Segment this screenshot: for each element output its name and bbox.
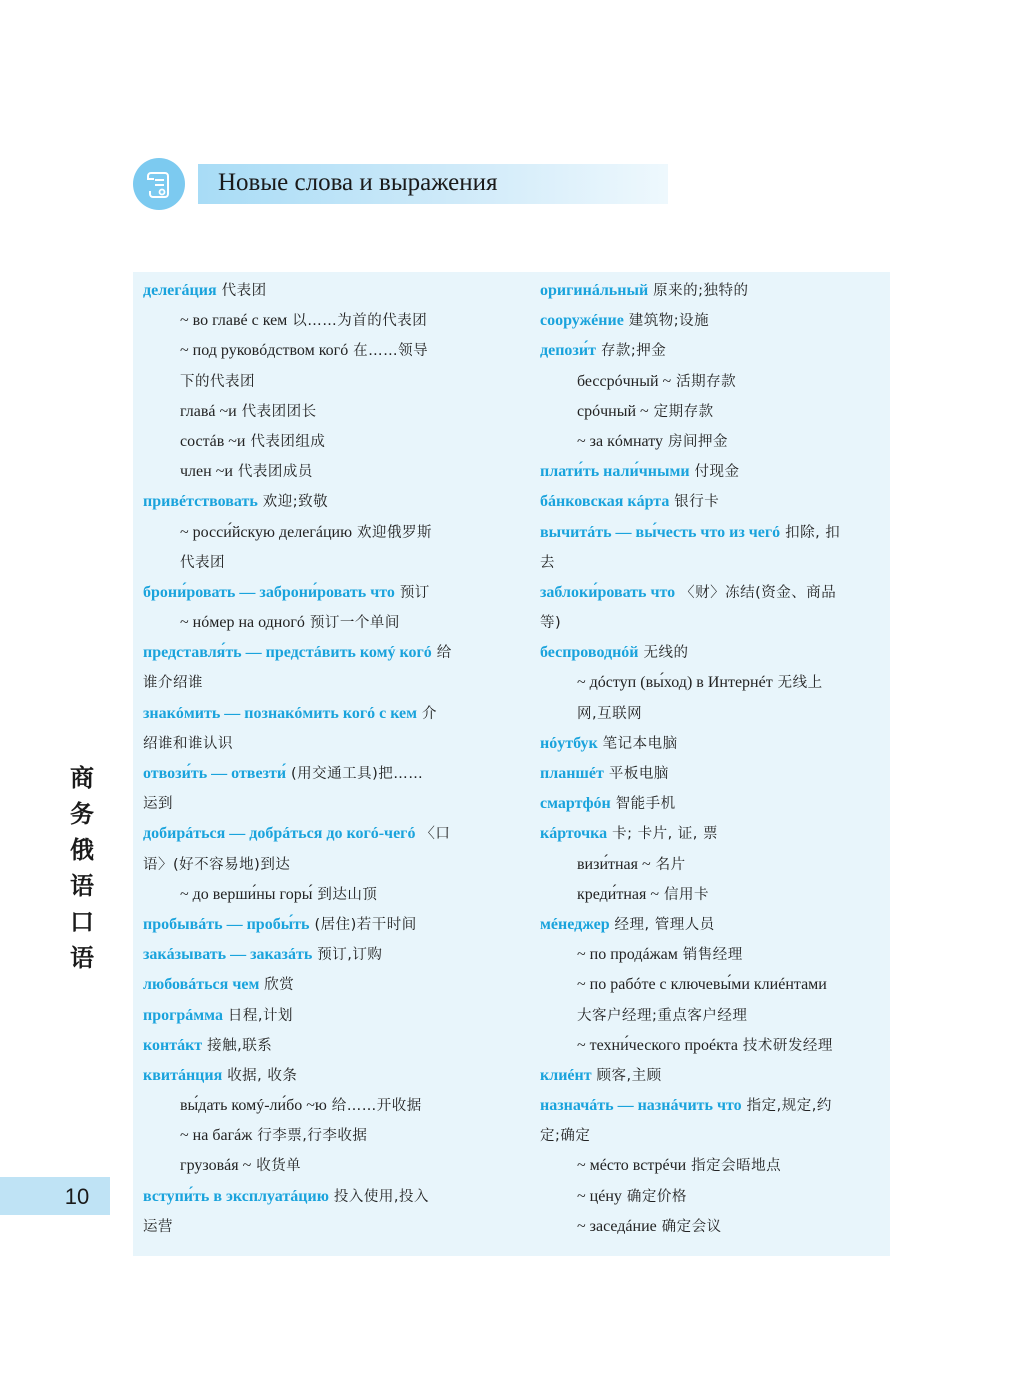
russian-text: вы́дать комý-ли́бо ~ю [180, 1097, 327, 1115]
headword: планшéт [540, 765, 604, 782]
chinese-translation: 预订,订购 [317, 947, 383, 964]
vocab-entry [143, 637, 488, 667]
vocab-line [540, 1211, 882, 1241]
headword: закáзывать — заказáть [143, 946, 313, 964]
vocab-line [143, 335, 488, 365]
vocab-line [540, 1000, 882, 1030]
russian-text: ~ до верши́ны горы́ [180, 885, 313, 903]
chinese-translation: (用交通工具)把…… [290, 766, 424, 782]
vocab-entry [540, 788, 882, 818]
vocab-entry [143, 758, 488, 788]
russian-text: ~ под руковóдством когó [180, 342, 349, 360]
russian-text: ~ росси́йскую делегáцию [180, 523, 353, 541]
chinese-translation: 大客户经理;重点客户经理 [577, 1007, 748, 1024]
russian-text: креди́тная ~ [577, 885, 660, 903]
vocab-entry [540, 305, 882, 335]
vocab-entry [143, 1181, 488, 1211]
chinese-translation: 付现金 [694, 464, 740, 481]
chinese-translation: 运营 [143, 1218, 173, 1235]
chinese-translation: 给 [436, 645, 452, 662]
vocab-line [143, 517, 488, 547]
russian-text: срóчный ~ [577, 402, 649, 420]
vocab-line [143, 1120, 488, 1150]
headword: заблоки́ровать что [540, 583, 676, 601]
vocab-line [540, 849, 882, 879]
chinese-translation: 指定,规定,约 [746, 1098, 832, 1115]
vocab-line [143, 426, 488, 456]
chinese-translation: 行李票,行李收据 [257, 1128, 368, 1145]
chinese-translation: 投入使用,投入 [333, 1188, 429, 1205]
chinese-translation: 到达山顶 [317, 886, 378, 903]
chinese-translation: 语〉(好不容易地)到达 [143, 856, 291, 873]
chinese-translation: 活期存款 [676, 373, 737, 390]
vocab-line [540, 547, 882, 577]
headword: бáнковская кáрта [540, 493, 670, 511]
book-title-char: 俄 [70, 836, 94, 864]
russian-text: член ~и [180, 463, 233, 481]
vocab-entry [540, 577, 882, 607]
headword: назначáть — назнáчить что [540, 1097, 742, 1115]
vocab-line [143, 305, 488, 335]
chinese-translation: 定期存款 [653, 403, 714, 420]
vocab-line [540, 1120, 882, 1150]
vocab-entry [540, 909, 882, 939]
chinese-translation: 绍谁和谁认识 [143, 735, 233, 752]
russian-text: ~ цéну [577, 1187, 622, 1205]
russian-text: ~ дóступ (вы́ход) в Интернéт [577, 674, 773, 692]
headword: прогрáмма [143, 1006, 223, 1024]
headword: квитáнция [143, 1066, 223, 1084]
headword: смартфóн [540, 795, 611, 813]
vocab-line [143, 728, 488, 758]
section-title: Новые слова и выражения [218, 169, 498, 196]
headword: привéтствовать [143, 493, 258, 511]
headword: депози́т [540, 342, 596, 360]
vocab-entry [143, 698, 488, 728]
chinese-translation: 接触,联系 [207, 1037, 273, 1054]
vocab-entry [540, 728, 882, 758]
chinese-translation: 确定会议 [661, 1218, 722, 1235]
vocab-entry [540, 818, 882, 848]
russian-text: визи́тная ~ [577, 855, 651, 873]
vocab-line [143, 667, 488, 697]
headword: делегáция [143, 282, 217, 299]
chinese-translation: 收据, 收条 [227, 1067, 298, 1084]
chinese-translation: 下的代表团 [180, 373, 255, 390]
headword: вступи́ть в эксплуатáцию [143, 1187, 329, 1205]
russian-text: ~ по рабóте с ключевы́ми клиéнтами [577, 976, 827, 994]
vocab-entry [143, 1060, 488, 1090]
headword: представля́ть — предстáвить комý когó [143, 644, 432, 662]
russian-text: главá ~и [180, 402, 237, 420]
book-title-vertical [62, 760, 102, 976]
vocab-line [143, 1090, 488, 1120]
book-title-char: 务 [70, 800, 94, 828]
russian-text: состáв ~и [180, 432, 246, 450]
vocab-line [143, 849, 488, 879]
vocabulary-column-right [540, 272, 882, 1241]
headword: сооружéние [540, 312, 624, 330]
russian-text: ~ нóмер на одногó [180, 614, 305, 632]
chinese-translation: 银行卡 [674, 494, 720, 511]
chinese-translation: 网,互联网 [577, 705, 643, 722]
headword: отвози́ть — отвезти́ [143, 765, 287, 782]
vocab-line [143, 396, 488, 426]
russian-text: грузовáя ~ [180, 1157, 252, 1175]
vocabulary-column-left [143, 272, 488, 1241]
chinese-translation: 以……为首的代表团 [292, 313, 428, 330]
russian-text: ~ заседáние [577, 1217, 657, 1235]
chinese-translation: 预订 [399, 584, 430, 601]
chinese-translation: 代表团组成 [250, 433, 326, 450]
chinese-translation: 定;确定 [540, 1128, 591, 1145]
headword: пробывáть — пробы́ть [143, 915, 310, 933]
vocab-entry [143, 969, 488, 999]
chinese-translation: 技术研发经理 [742, 1037, 833, 1054]
chinese-translation: 等) [540, 615, 562, 632]
headword: кáрточка [540, 825, 608, 843]
chinese-translation: 指定会晤地点 [691, 1158, 782, 1175]
chinese-translation: 代表团 [180, 554, 225, 571]
vocab-entry [540, 275, 882, 305]
russian-text: ~ на багáж [180, 1127, 253, 1145]
vocab-line [540, 396, 882, 426]
vocab-entry [143, 486, 488, 516]
russian-text: ~ мéсто встрéчи [577, 1157, 687, 1175]
chinese-translation: 收货单 [256, 1158, 302, 1175]
vocab-line [143, 879, 488, 909]
chinese-translation: 原来的;独特的 [653, 283, 749, 299]
chinese-translation: 介 [421, 705, 437, 722]
vocab-line [540, 1150, 882, 1180]
russian-text: бессрóчный ~ [577, 372, 672, 390]
vocab-line [540, 939, 882, 969]
chinese-translation: 卡; 卡片, 证, 票 [612, 826, 719, 843]
vocab-line [540, 607, 882, 637]
headword: беспроводнóй [540, 644, 639, 662]
chinese-translation: 建筑物;设施 [628, 313, 710, 330]
chinese-translation: 欢迎;致敬 [262, 494, 329, 511]
vocab-entry [143, 275, 488, 305]
vocab-entry [540, 758, 882, 788]
vocab-line [143, 366, 488, 396]
vocabulary-panel [133, 272, 890, 1256]
chinese-translation: 无线的 [643, 645, 689, 662]
chinese-translation: 给……开收据 [331, 1098, 422, 1115]
vocab-line [143, 1150, 488, 1180]
book-title-char: 口 [70, 908, 94, 936]
chinese-translation: 信用卡 [663, 886, 709, 903]
vocab-entry [143, 1030, 488, 1060]
chinese-translation: (居住)若干时间 [314, 916, 417, 933]
chinese-translation: 平板电脑 [608, 766, 669, 782]
headword: вычитáть — вы́честь что из чегó [540, 523, 781, 541]
chinese-translation: 〈财〉冻结(资金、商品 [680, 584, 837, 601]
chinese-translation: 代表团成员 [237, 464, 313, 481]
vocab-line [540, 879, 882, 909]
chinese-translation: 去 [540, 554, 555, 571]
vocab-entry [143, 1000, 488, 1030]
chinese-translation: 欣赏 [264, 977, 295, 994]
vocab-line [143, 547, 488, 577]
vocab-line [540, 426, 882, 456]
headword: знакóмить — познакóмить когó с кем [143, 704, 418, 722]
vocab-entry [540, 637, 882, 667]
vocab-line [540, 1181, 882, 1211]
document-icon [142, 167, 176, 201]
chinese-translation: 〈口 [420, 826, 451, 843]
vocab-entry [540, 1090, 882, 1120]
book-title-char: 商 [70, 764, 94, 792]
headword: добирáться — добрáться до когó-чегó [143, 825, 416, 843]
chinese-translation: 谁介绍谁 [143, 675, 203, 692]
book-title-char: 语 [70, 944, 94, 972]
vocab-entry [540, 456, 882, 486]
chinese-translation: 在……领导 [353, 343, 429, 360]
vocab-entry [540, 335, 882, 365]
headword: мéнеджер [540, 915, 610, 933]
chinese-translation: 智能手机 [615, 796, 676, 813]
vocab-line [540, 698, 882, 728]
vocab-entry [143, 577, 488, 607]
chinese-translation: 笔记本电脑 [602, 735, 678, 752]
chinese-translation: 扣除, 扣 [785, 524, 841, 541]
chinese-translation: 欢迎俄罗斯 [357, 524, 432, 541]
chinese-translation: 确定价格 [626, 1188, 687, 1205]
section-icon [133, 158, 185, 210]
chinese-translation: 日程,计划 [227, 1007, 294, 1024]
vocab-line [143, 1211, 488, 1241]
book-title-char: 语 [70, 872, 94, 900]
vocab-entry [540, 1060, 882, 1090]
headword: контáкт [143, 1036, 203, 1054]
chinese-translation: 代表团团长 [241, 403, 317, 420]
chinese-translation: 房间押金 [667, 433, 728, 450]
vocab-entry [143, 939, 488, 969]
headword: нóутбук [540, 734, 598, 752]
headword: плати́ть нали́чными [540, 463, 690, 481]
chinese-translation: 名片 [655, 856, 686, 873]
vocab-line [540, 366, 882, 396]
vocab-line [540, 969, 882, 999]
headword: оригинáльный [540, 282, 649, 299]
page-number: 10 [64, 1184, 90, 1209]
headword: любовáться чем [143, 976, 260, 994]
vocab-entry [540, 486, 882, 516]
vocab-line [540, 1030, 882, 1060]
headword: брони́ровать — заброни́ровать что [143, 583, 395, 601]
russian-text: ~ за кóмнату [577, 432, 664, 450]
chinese-translation: 存款;押金 [600, 343, 667, 360]
chinese-translation: 无线上 [777, 675, 823, 692]
chinese-translation: 销售经理 [682, 947, 743, 964]
russian-text: ~ во главé с кем [180, 312, 288, 330]
vocab-line [143, 607, 488, 637]
chinese-translation: 经理, 管理人员 [614, 916, 715, 933]
headword: клиéнт [540, 1066, 592, 1084]
chinese-translation: 预订一个单间 [309, 615, 400, 632]
russian-text: ~ по продáжам [577, 946, 678, 964]
russian-text: ~ техни́ческого проéкта [577, 1036, 738, 1054]
chinese-translation: 代表团 [221, 283, 267, 299]
vocab-entry [143, 909, 488, 939]
chinese-translation: 顾客,主顾 [596, 1067, 662, 1084]
vocab-line [540, 667, 882, 697]
vocab-entry [143, 818, 488, 848]
vocab-line [143, 456, 488, 486]
vocab-entry [540, 517, 882, 547]
vocab-line [143, 788, 488, 818]
chinese-translation: 运到 [143, 796, 173, 813]
